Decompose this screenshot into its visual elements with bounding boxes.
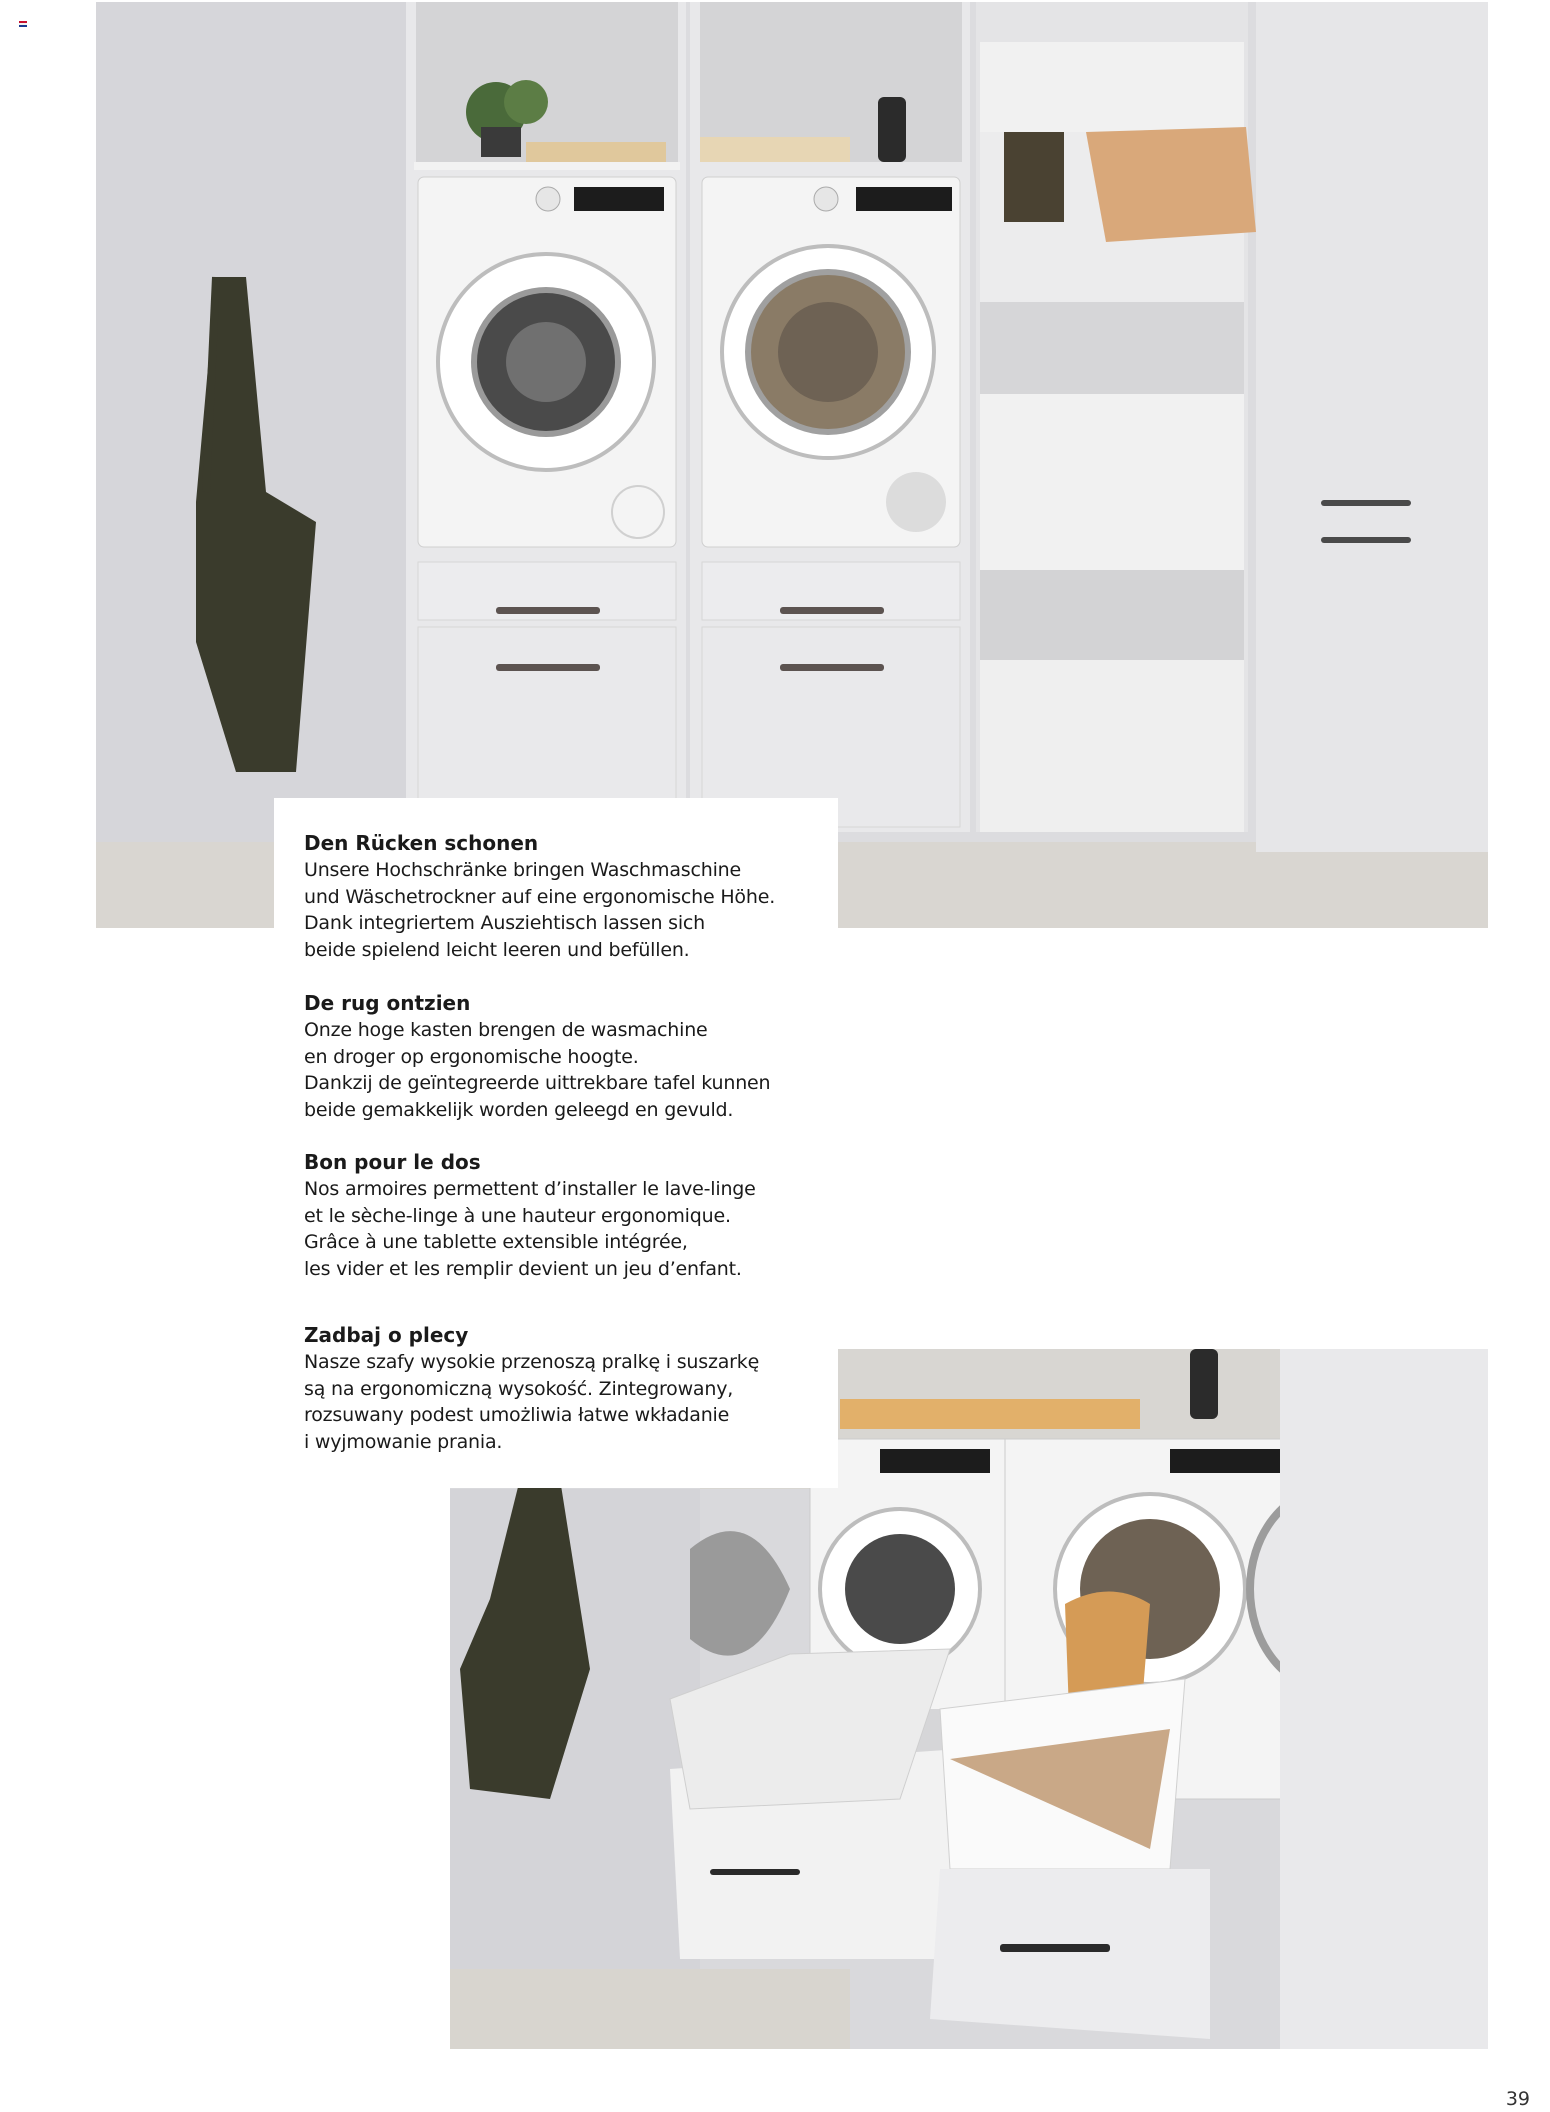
text-panel: [274, 798, 838, 1488]
section-heading: Bon pour le dos: [304, 1150, 481, 1174]
page-number: 39: [1505, 2088, 1530, 2110]
section-heading: Den Rücken schonen: [304, 831, 539, 855]
section-heading: De rug ontzien: [304, 991, 471, 1015]
section-polish: [304, 1322, 834, 1455]
section-line: beide spielend leicht leeren und befüllen.: [304, 938, 690, 961]
section-german: [304, 830, 834, 963]
section-line: et le sèche-linge à une hauteur ergonomique.: [304, 1204, 731, 1227]
section-line: Grâce à une tablette extensible intégrée,: [304, 1231, 688, 1253]
language-flag-icon: [19, 21, 27, 27]
section-line: rozsuwany podest umożliwia łatwe wkładanie: [304, 1404, 730, 1426]
section-line: beide gemakkelijk worden geleegd en gevuld.: [304, 1098, 734, 1121]
section-line: les vider et les remplir devient un jeu d’enfant.: [304, 1257, 742, 1280]
section-line: są na ergonomiczną wysokość. Zintegrowany,: [304, 1377, 734, 1400]
section-french: [304, 1149, 834, 1282]
section-line: Nos armoires permettent d’installer le lave-linge: [304, 1178, 756, 1200]
section-line: Dank integriertem Ausziehtisch lassen sich: [304, 912, 705, 934]
section-line: en droger op ergonomische hoogte.: [304, 1045, 639, 1068]
laundry-photo-closed: [96, 2, 1488, 928]
section-line: Onze hoge kasten brengen de wasmachine: [304, 1019, 708, 1041]
section-line: Dankzij de geïntegreerde uittrekbare tafel kunnen: [304, 1072, 771, 1094]
section-line: Nasze szafy wysokie przenoszą pralkę i suszarkę: [304, 1351, 760, 1373]
section-heading: Zadbaj o plecy: [304, 1323, 469, 1347]
section-line: i wyjmowanie prania.: [304, 1430, 503, 1453]
section-line: Unsere Hochschränke bringen Waschmaschine: [304, 859, 741, 881]
section-dutch: [304, 990, 834, 1123]
section-line: und Wäschetrockner auf eine ergonomische Höhe.: [304, 885, 776, 908]
